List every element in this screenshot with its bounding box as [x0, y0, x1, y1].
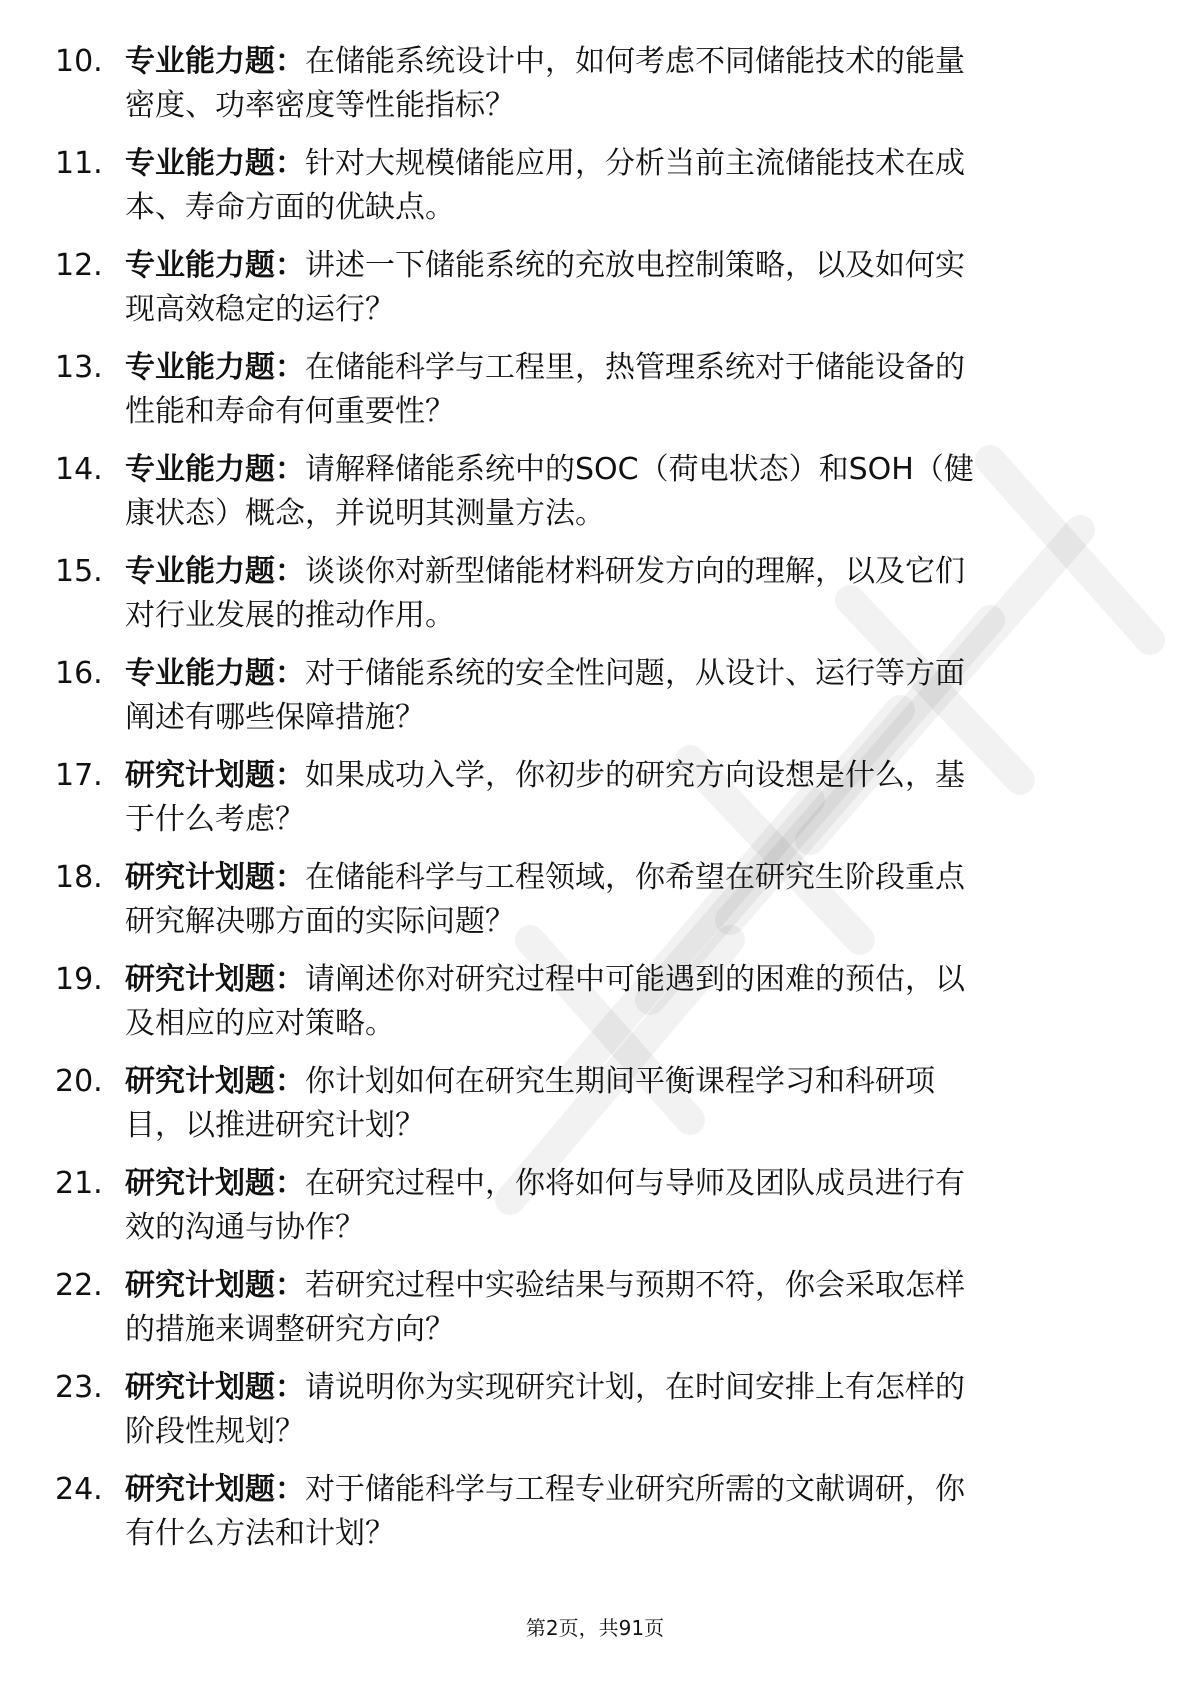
- question-text: [125, 346, 965, 390]
- question-type: 研究计划题：: [125, 962, 305, 997]
- question-text-line1: 在储能系统设计中，如何考虑不同储能技术的能量: [305, 44, 965, 79]
- question-number: 19.: [55, 962, 103, 997]
- question-type: 研究计划题：: [125, 1166, 305, 1201]
- question-text: [125, 1264, 965, 1308]
- question-type: 研究计划题：: [125, 1370, 305, 1405]
- question-text-line2: 阐述有哪些保障措施？: [125, 700, 425, 735]
- question-text-line2: 现高效稳定的运行？: [125, 292, 395, 327]
- question-text: [125, 1060, 935, 1104]
- question-text-line2: 研究解决哪方面的实际问题？: [125, 904, 515, 939]
- question-item: [0, 1162, 1190, 1264]
- question-type: 研究计划题：: [125, 1268, 305, 1303]
- question-text: [125, 142, 965, 186]
- question-text: [125, 244, 965, 288]
- question-number: 20.: [55, 1064, 103, 1099]
- question-type: 专业能力题：: [125, 554, 305, 589]
- question-item: [0, 244, 1190, 346]
- question-text-line2: 密度、功率密度等性能指标？: [125, 88, 515, 123]
- question-text: [125, 1468, 965, 1512]
- question-number: 22.: [55, 1268, 103, 1303]
- question-text-line1: 请阐述你对研究过程中可能遇到的困难的预估，以: [305, 962, 965, 997]
- question-text-line1: 讲述一下储能系统的充放电控制策略，以及如何实: [305, 248, 965, 283]
- question-text-line2: 目，以推进研究计划？: [125, 1108, 425, 1143]
- question-type: 专业能力题：: [125, 656, 305, 691]
- question-text-line1: 若研究过程中实验结果与预期不符，你会采取怎样: [305, 1268, 965, 1303]
- question-text: [125, 1162, 965, 1206]
- question-item: [0, 142, 1190, 244]
- question-text-line2: 效的沟通与协作？: [125, 1210, 365, 1245]
- page-footer: 第2页，共91页: [525, 1616, 665, 1640]
- question-number: 11.: [55, 146, 103, 181]
- question-text-line1: 请解释储能系统中的SOC（荷电状态）和SOH（健: [305, 452, 974, 487]
- question-text: [125, 958, 965, 1002]
- question-text-line1: 针对大规模储能应用，分析当前主流储能技术在成: [305, 146, 965, 181]
- question-item: [0, 856, 1190, 958]
- question-item: [0, 1366, 1190, 1468]
- question-text-line1: 请说明你为实现研究计划，在时间安排上有怎样的: [305, 1370, 965, 1405]
- question-number: 21.: [55, 1166, 103, 1201]
- question-type: 研究计划题：: [125, 758, 305, 793]
- question-text-line2: 于什么考虑？: [125, 802, 305, 837]
- question-type: 专业能力题：: [125, 350, 305, 385]
- question-item: [0, 1060, 1190, 1162]
- question-text: [125, 40, 965, 84]
- question-type: 专业能力题：: [125, 248, 305, 283]
- question-type: 研究计划题：: [125, 860, 305, 895]
- question-number: 12.: [55, 248, 103, 283]
- question-type: 专业能力题：: [125, 44, 305, 79]
- question-text-line1: 谈谈你对新型储能材料研发方向的理解，以及它们: [305, 554, 965, 589]
- question-item: [0, 550, 1190, 652]
- question-text-line1: 对于储能科学与工程专业研究所需的文献调研，你: [305, 1472, 965, 1507]
- question-type: 研究计划题：: [125, 1064, 305, 1099]
- question-item: [0, 1468, 1190, 1570]
- question-text: [125, 856, 965, 900]
- question-list: [0, 40, 1190, 1570]
- question-text-line2: 康状态）概念，并说明其测量方法。: [125, 496, 605, 531]
- question-text: [125, 1366, 965, 1410]
- question-text-line2: 的措施来调整研究方向？: [125, 1312, 455, 1347]
- question-text: [125, 448, 974, 492]
- question-item: [0, 652, 1190, 754]
- question-number: 23.: [55, 1370, 103, 1405]
- question-number: 18.: [55, 860, 103, 895]
- question-text-line2: 本、寿命方面的优缺点。: [125, 190, 455, 225]
- question-type: 专业能力题：: [125, 146, 305, 181]
- question-number: 16.: [55, 656, 103, 691]
- question-text-line2: 对行业发展的推动作用。: [125, 598, 455, 633]
- question-text-line1: 在研究过程中，你将如何与导师及团队成员进行有: [305, 1166, 965, 1201]
- question-text: [125, 652, 965, 696]
- question-text-line2: 有什么方法和计划？: [125, 1516, 395, 1551]
- question-item: [0, 958, 1190, 1060]
- question-type: 研究计划题：: [125, 1472, 305, 1507]
- question-text-line1: 在储能科学与工程领域，你希望在研究生阶段重点: [305, 860, 965, 895]
- question-text-line1: 你计划如何在研究生期间平衡课程学习和科研项: [305, 1064, 935, 1099]
- question-number: 14.: [55, 452, 103, 487]
- question-item: [0, 1264, 1190, 1366]
- question-item: [0, 754, 1190, 856]
- question-text-line1: 如果成功入学，你初步的研究方向设想是什么，基: [305, 758, 965, 793]
- question-number: 13.: [55, 350, 103, 385]
- question-number: 15.: [55, 554, 103, 589]
- question-item: [0, 40, 1190, 142]
- question-number: 10.: [55, 44, 103, 79]
- question-item: [0, 346, 1190, 448]
- question-text-line1: 对于储能系统的安全性问题，从设计、运行等方面: [305, 656, 965, 691]
- question-item: [0, 448, 1190, 550]
- question-text-line2: 性能和寿命有何重要性？: [125, 394, 455, 429]
- question-type: 专业能力题：: [125, 452, 305, 487]
- question-text: [125, 550, 965, 594]
- question-text-line1: 在储能科学与工程里，热管理系统对于储能设备的: [305, 350, 965, 385]
- question-number: 24.: [55, 1472, 103, 1507]
- question-text-line2: 阶段性规划？: [125, 1414, 305, 1449]
- question-text-line2: 及相应的应对策略。: [125, 1006, 395, 1041]
- question-number: 17.: [55, 758, 103, 793]
- question-text: [125, 754, 965, 798]
